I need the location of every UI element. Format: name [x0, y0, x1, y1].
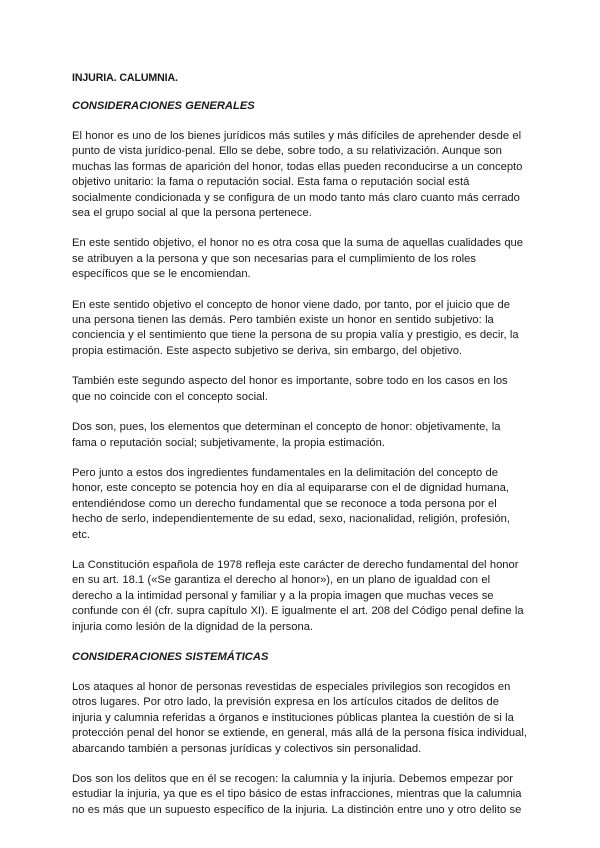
section-heading: CONSIDERACIONES GENERALES [72, 100, 255, 112]
section-consideraciones-sistematicas [72, 650, 528, 818]
section-heading: CONSIDERACIONES SISTEMÁTICAS [72, 650, 269, 663]
paragraph: El honor es uno de los bienes jurídicos más sutiles y más difíciles de aprehender desde el punto de vista jurídico-penal. Ello se debe, sobre todo, a su relativización. Aunque son muchas las formas de aparición del honor, todas ellas pueden reconducirse a un concepto objetivo unitario: la fama o reputación social. Esta fama o reputación social está socialmente condicionada y se configura de un modo tanto más claro cuanto más cerrado sea el grupo social al que la persona pertenece. [72, 130, 523, 220]
paragraph: Pero junto a estos dos ingredientes fundamentales en la delimitación del concepto de honor, este concepto se potencia hoy en día al equipararse con el de dignidad humana, entendiéndose como un derecho fundamental que se reconoce a toda persona por el hecho de serlo, independientemente de su edad, sexo, nacionalidad, religión, profesión, etc. [72, 466, 510, 541]
paragraph: En este sentido objetivo el concepto de honor viene dado, por tanto, por el juicio que de una persona tienen las demás. Pero también existe un honor en sentido subjetivo: la conciencia y el sentimiento que tiene la persona de su propia valía y prestigio, es decir, la propia estimación. Este aspecto subjetivo se deriva, sin embargo, del objetivo. [72, 298, 519, 357]
paragraph: En este sentido objetivo, el honor no es otra cosa que la suma de aquellas cualidades que se atribuyen a la persona y que son necesarias para el cumplimiento de los roles específicos que se le encomiendan. [72, 237, 524, 281]
paragraph: También este segundo aspecto del honor es importante, sobre todo en los casos en los que no coincide con el concepto social. [72, 375, 508, 403]
paragraph: La Constitución española de 1978 refleja este carácter de derecho fundamental del honor en su art. 18.1 («Se garantiza el derecho al honor»), en un plano de igualdad con el derecho a la intimidad personal y familiar y a la propia imagen que muchas veces se confunde con él (cfr. supra capítulo XI). E igualmente el art. 208 del Código penal define la injuria como lesión de la dignidad de la persona. [72, 558, 524, 633]
document-title: INJURIA. CALUMNIA. [72, 72, 178, 84]
paragraph: Dos son los delitos que en él se recogen: la calumnia y la injuria. Debemos empezar por estudiar la injuria, ya que es el tipo básico de estas infracciones, mientras que la calumnia no es más que un supuesto específico de la injuria. La distinción entre uno y otro delito se [72, 773, 522, 816]
paragraph: Dos son, pues, los elementos que determinan el concepto de honor: objetivamente, la fama o reputación social; subjetivamente, la propia estimación. [72, 421, 501, 449]
paragraph: Los ataques al honor de personas revestidas de especiales privilegios son recogidos en otros lugares. Por otro lado, la previsión expresa en los artículos citados de delitos de injuria y calumnia referidas a órganos e instituciones públicas plantea la cuestión de si la protección penal del honor se extiende, en general, más allá de la persona física individual, abarcando también a personas jurídicas y colectivos sin personalidad. [72, 680, 527, 755]
section-consideraciones-generales [72, 99, 528, 635]
